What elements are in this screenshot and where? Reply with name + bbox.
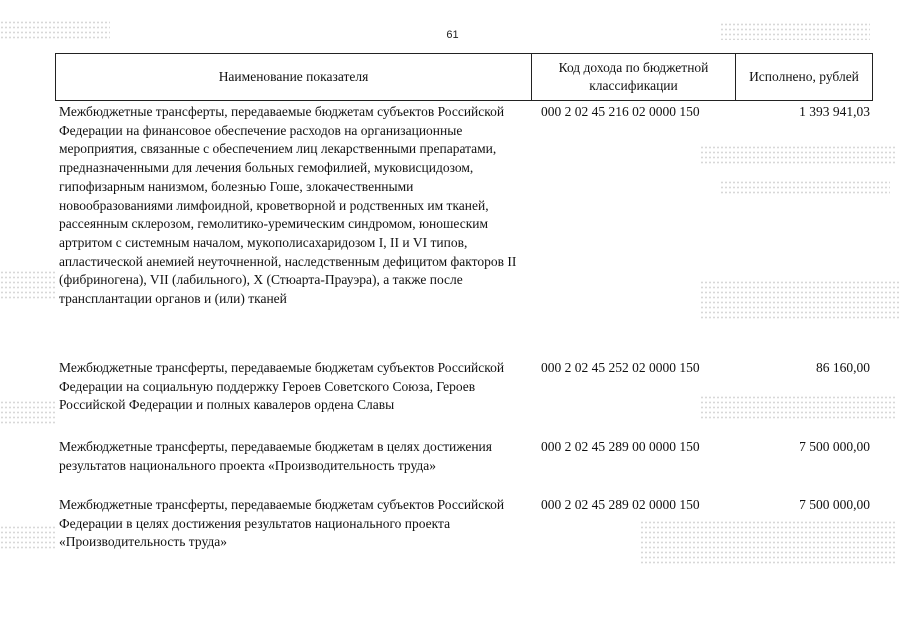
table-header	[55, 53, 873, 101]
row-name: Межбюджетные трансферты, передаваемые бюджетам субъектов Российской Федерации в целях достижения результатов национального проекта «Производительность труда»	[59, 497, 505, 550]
row-amount: 86 160,00	[816, 360, 870, 375]
row-name: Межбюджетные трансферты, передаваемые бюджетам в целях достижения результатов национального проекта «Производительность труда»	[59, 439, 492, 473]
row-amount: 7 500 000,00	[799, 439, 870, 454]
scan-noise	[700, 145, 895, 165]
row-code: 000 2 02 45 216 02 0000 150	[541, 104, 700, 119]
scan-noise	[0, 525, 55, 550]
header-amount: Исполнено, рублей	[735, 54, 872, 100]
scan-noise	[700, 395, 895, 420]
row-code: 000 2 02 45 252 02 0000 150	[541, 360, 700, 375]
page-number: 61	[446, 29, 459, 41]
scan-noise	[720, 180, 890, 194]
row-amount: 1 393 941,03	[799, 104, 870, 119]
scan-noise	[640, 520, 895, 565]
header-name: Наименование показателя	[218, 69, 369, 84]
scan-noise	[0, 270, 55, 300]
header-code: Код дохода по бюджетной классификации	[531, 54, 735, 100]
scan-noise	[700, 280, 900, 320]
row-name: Межбюджетные трансферты, передаваемые бюджетам субъектов Российской Федерации на финансовое обеспечение расходов на организационные мероприятия, связанные с обеспечением лиц лекарственными препаратами, предназначенными для лечения больных гемофилией, муковисцидозом, гипофизарным нанизмом, болезнью Гоше, злокачественными новообразованиями лимфоидной, кроветворной и родственных им тканей, рассеянным склерозом, гемолитико-уремическим синдромом, юношеским артритом с системным началом, мукополисахаридозом I, II и VI типов, апластической анемией неуточненной, наследственным дефицитом факторов II (фибриногена), VII (лабильного), X (Стюарта-Прауэра), а также после трансплантации органов и (или) тканей	[59, 104, 517, 307]
row-code: 000 2 02 45 289 02 0000 150	[541, 497, 700, 512]
row-code: 000 2 02 45 289 00 0000 150	[541, 439, 700, 454]
row-name: Межбюджетные трансферты, передаваемые бюджетам субъектов Российской Федерации на социальную поддержку Героев Советского Союза, Героев Российской Федерации и полных кавалеров ордена Славы	[59, 360, 505, 413]
scan-noise	[0, 400, 55, 425]
row-amount: 7 500 000,00	[799, 497, 870, 512]
